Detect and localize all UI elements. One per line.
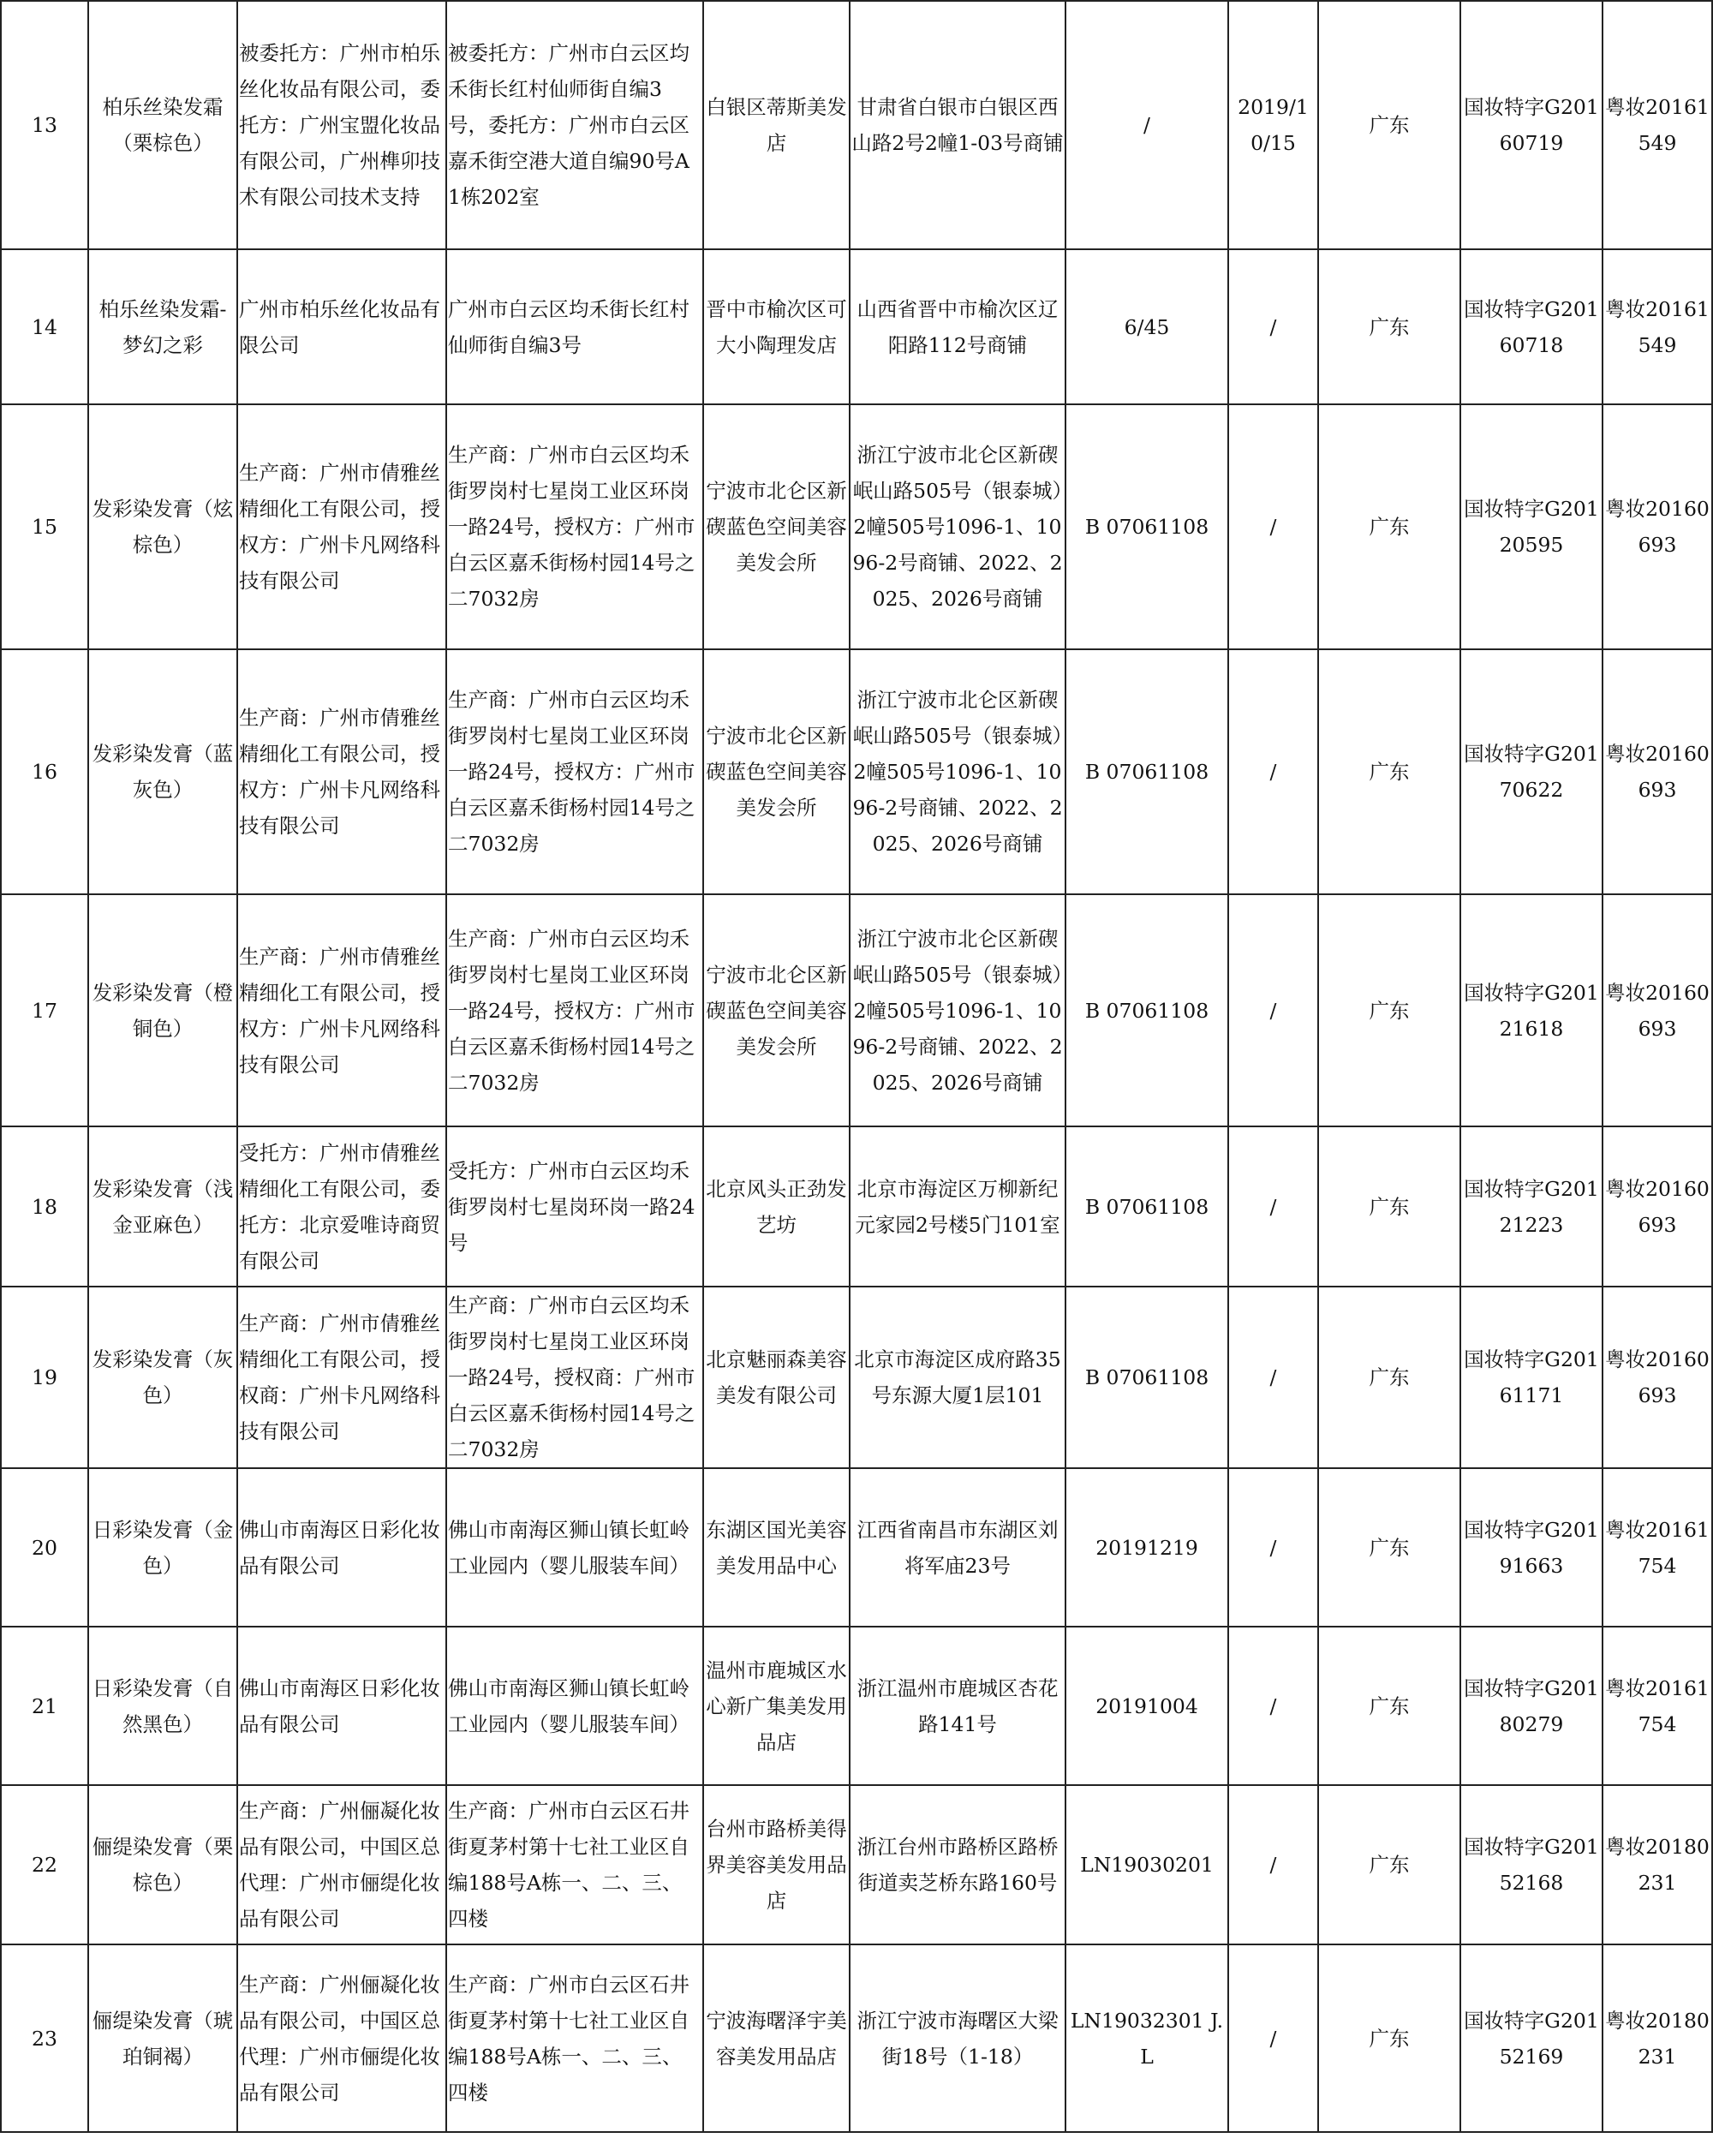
cell-special-permit-number: 国妆特字G20121223: [1460, 1126, 1603, 1287]
cell-product-name: 柏乐丝染发霜（栗棕色）: [88, 1, 237, 249]
cell-product-name: 发彩染发膏（浅金亚麻色）: [88, 1126, 237, 1287]
cell-serial-number: 13: [1, 1, 88, 249]
cell-production-date: /: [1228, 404, 1318, 649]
cell-manufacturer: 生产商：广州市倩雅丝精细化工有限公司，授权方：广州卡凡网络科技有限公司: [237, 404, 446, 649]
cell-seller-address: 山西省晋中市榆次区辽阳路112号商铺: [850, 249, 1065, 404]
cell-manufacturer: 生产商：广州市倩雅丝精细化工有限公司，授权方：广州卡凡网络科技有限公司: [237, 894, 446, 1126]
cell-seller-address: 浙江宁波市北仑区新碶岷山路505号（银泰城）2幢505号1096-1、1096-2号商铺、2022、2025、2026号商铺: [850, 894, 1065, 1126]
table-row: [1, 1, 1712, 249]
cell-product-name: 俪缇染发膏（栗棕色）: [88, 1785, 237, 1944]
cell-production-permit-number: 粤妆20161549: [1603, 1, 1712, 249]
cell-serial-number: 22: [1, 1785, 88, 1944]
table-body: [1, 1, 1712, 2132]
cell-seller: 白银区蒂斯美发店: [703, 1, 850, 249]
cell-manufacturer-address: 佛山市南海区狮山镇长虹岭工业园内（婴儿服装车间）: [446, 1627, 703, 1785]
cell-province: 广东: [1318, 249, 1460, 404]
cell-manufacturer-address: 被委托方：广州市白云区均禾街长红村仙师街自编3号，委托方：广州市白云区嘉禾街空港大道自编90号A1栋202室: [446, 1, 703, 249]
cell-serial-number: 21: [1, 1627, 88, 1785]
cell-production-permit-number: 粤妆20160693: [1603, 894, 1712, 1126]
cell-manufacturer-address: 生产商：广州市白云区均禾街罗岗村七星岗工业区环岗一路24号，授权方：广州市白云区嘉禾街杨村园14号之二7032房: [446, 894, 703, 1126]
cell-province: 广东: [1318, 1126, 1460, 1287]
table-row: [1, 1944, 1712, 2132]
cell-seller: 宁波市北仑区新碶蓝色空间美容美发会所: [703, 404, 850, 649]
cell-production-date: /: [1228, 1785, 1318, 1944]
cell-serial-number: 23: [1, 1944, 88, 2132]
cell-special-permit-number: 国妆特字G20161171: [1460, 1287, 1603, 1468]
cell-serial-number: 18: [1, 1126, 88, 1287]
cell-province: 广东: [1318, 649, 1460, 894]
cell-special-permit-number: 国妆特字G20170622: [1460, 649, 1603, 894]
cell-batch-number: LN19030201: [1065, 1785, 1228, 1944]
cell-seller: 宁波海曙泽宇美容美发用品店: [703, 1944, 850, 2132]
cell-production-date: /: [1228, 649, 1318, 894]
cell-province: 广东: [1318, 894, 1460, 1126]
cell-product-name: 发彩染发膏（灰色）: [88, 1287, 237, 1468]
cell-serial-number: 17: [1, 894, 88, 1126]
cell-production-date: /: [1228, 1287, 1318, 1468]
cell-production-date: /: [1228, 1126, 1318, 1287]
table-row: [1, 1126, 1712, 1287]
cell-manufacturer: 佛山市南海区日彩化妆品有限公司: [237, 1468, 446, 1627]
cell-special-permit-number: 国妆特字G20152169: [1460, 1944, 1603, 2132]
cell-product-name: 日彩染发膏（金色）: [88, 1468, 237, 1627]
cell-batch-number: 20191004: [1065, 1627, 1228, 1785]
cell-seller: 北京魅丽森美容美发有限公司: [703, 1287, 850, 1468]
cell-seller-address: 甘肃省白银市白银区西山路2号2幢1-03号商铺: [850, 1, 1065, 249]
cell-seller-address: 浙江宁波市北仑区新碶岷山路505号（银泰城）2幢505号1096-1、1096-2号商铺、2022、2025、2026号商铺: [850, 404, 1065, 649]
cell-serial-number: 16: [1, 649, 88, 894]
cell-province: 广东: [1318, 1, 1460, 249]
cell-product-name: 发彩染发膏（蓝灰色）: [88, 649, 237, 894]
cell-production-permit-number: 粤妆20160693: [1603, 1287, 1712, 1468]
cell-manufacturer: 生产商：广州市倩雅丝精细化工有限公司，授权商：广州卡凡网络科技有限公司: [237, 1287, 446, 1468]
cell-batch-number: B 07061108: [1065, 1126, 1228, 1287]
cell-production-date: /: [1228, 1627, 1318, 1785]
cell-serial-number: 15: [1, 404, 88, 649]
cell-seller-address: 北京市海淀区万柳新纪元家园2号楼5门101室: [850, 1126, 1065, 1287]
cell-manufacturer: 生产商：广州市倩雅丝精细化工有限公司，授权方：广州卡凡网络科技有限公司: [237, 649, 446, 894]
cell-province: 广东: [1318, 1944, 1460, 2132]
cell-production-date: /: [1228, 1468, 1318, 1627]
cell-serial-number: 20: [1, 1468, 88, 1627]
cell-manufacturer-address: 生产商：广州市白云区均禾街罗岗村七星岗工业区环岗一路24号，授权方：广州市白云区嘉禾街杨村园14号之二7032房: [446, 404, 703, 649]
cell-batch-number: LN19032301 J.L: [1065, 1944, 1228, 2132]
cell-seller-address: 浙江宁波市北仑区新碶岷山路505号（银泰城）2幢505号1096-1、1096-2号商铺、2022、2025、2026号商铺: [850, 649, 1065, 894]
table-row: [1, 1785, 1712, 1944]
cell-production-permit-number: 粤妆20160693: [1603, 404, 1712, 649]
table-row: [1, 1468, 1712, 1627]
cell-production-date: /: [1228, 894, 1318, 1126]
cell-batch-number: B 07061108: [1065, 404, 1228, 649]
cell-seller: 温州市鹿城区水心新广集美发用品店: [703, 1627, 850, 1785]
cell-special-permit-number: 国妆特字G20120595: [1460, 404, 1603, 649]
cell-seller-address: 浙江温州市鹿城区杏花路141号: [850, 1627, 1065, 1785]
cell-province: 广东: [1318, 1287, 1460, 1468]
cell-product-name: 俪缇染发膏（琥珀铜褐）: [88, 1944, 237, 2132]
cell-seller: 东湖区国光美容美发用品中心: [703, 1468, 850, 1627]
table-row: [1, 249, 1712, 404]
cell-seller-address: 江西省南昌市东湖区刘将军庙23号: [850, 1468, 1065, 1627]
cell-manufacturer: 佛山市南海区日彩化妆品有限公司: [237, 1627, 446, 1785]
cell-manufacturer-address: 受托方：广州市白云区均禾街罗岗村七星岗环岗一路24号: [446, 1126, 703, 1287]
cell-production-permit-number: 粤妆20160693: [1603, 649, 1712, 894]
cell-province: 广东: [1318, 1468, 1460, 1627]
cell-special-permit-number: 国妆特字G20180279: [1460, 1627, 1603, 1785]
cell-batch-number: /: [1065, 1, 1228, 249]
cell-manufacturer-address: 生产商：广州市白云区均禾街罗岗村七星岗工业区环岗一路24号，授权方：广州市白云区嘉禾街杨村园14号之二7032房: [446, 649, 703, 894]
cell-seller-address: 北京市海淀区成府路35号东源大厦1层101: [850, 1287, 1065, 1468]
cell-product-name: 发彩染发膏（橙铜色）: [88, 894, 237, 1126]
cell-product-name: 发彩染发膏（炫棕色）: [88, 404, 237, 649]
cell-manufacturer: 生产商：广州俪凝化妆品有限公司，中国区总代理：广州市俪缇化妆品有限公司: [237, 1785, 446, 1944]
table-row: [1, 894, 1712, 1126]
cell-manufacturer: 生产商：广州俪凝化妆品有限公司，中国区总代理：广州市俪缇化妆品有限公司: [237, 1944, 446, 2132]
cell-manufacturer: 广州市柏乐丝化妆品有限公司: [237, 249, 446, 404]
cell-product-name: 日彩染发膏（自然黑色）: [88, 1627, 237, 1785]
cell-special-permit-number: 国妆特字G20160718: [1460, 249, 1603, 404]
cell-special-permit-number: 国妆特字G20121618: [1460, 894, 1603, 1126]
cell-production-permit-number: 粤妆20161549: [1603, 249, 1712, 404]
cell-manufacturer-address: 生产商：广州市白云区均禾街罗岗村七星岗工业区环岗一路24号，授权商：广州市白云区嘉禾街杨村园14号之二7032房: [446, 1287, 703, 1468]
cell-production-permit-number: 粤妆20161754: [1603, 1468, 1712, 1627]
cell-batch-number: B 07061108: [1065, 1287, 1228, 1468]
cell-production-permit-number: 粤妆20161754: [1603, 1627, 1712, 1785]
cell-production-date: /: [1228, 1944, 1318, 2132]
cell-seller: 北京风头正劲发艺坊: [703, 1126, 850, 1287]
cell-manufacturer: 受托方：广州市倩雅丝精细化工有限公司，委托方：北京爱唯诗商贸有限公司: [237, 1126, 446, 1287]
cell-production-permit-number: 粤妆20160693: [1603, 1126, 1712, 1287]
cell-seller-address: 浙江台州市路桥区路桥街道卖芝桥东路160号: [850, 1785, 1065, 1944]
cell-special-permit-number: 国妆特字G20152168: [1460, 1785, 1603, 1944]
cell-serial-number: 14: [1, 249, 88, 404]
cell-manufacturer-address: 佛山市南海区狮山镇长虹岭工业园内（婴儿服装车间）: [446, 1468, 703, 1627]
cell-seller: 宁波市北仑区新碶蓝色空间美容美发会所: [703, 649, 850, 894]
cell-province: 广东: [1318, 1627, 1460, 1785]
cell-special-permit-number: 国妆特字G20160719: [1460, 1, 1603, 249]
cell-seller: 晋中市榆次区可大小陶理发店: [703, 249, 850, 404]
cell-manufacturer: 被委托方：广州市柏乐丝化妆品有限公司，委托方：广州宝盟化妆品有限公司，广州榫卯技术有限公司技术支持: [237, 1, 446, 249]
cell-production-permit-number: 粤妆20180231: [1603, 1944, 1712, 2132]
cell-manufacturer-address: 生产商：广州市白云区石井街夏茅村第十七社工业区自编188号A栋一、二、三、四楼: [446, 1944, 703, 2132]
cell-production-date: 2019/10/15: [1228, 1, 1318, 249]
cell-manufacturer-address: 广州市白云区均禾街长红村仙师街自编3号: [446, 249, 703, 404]
table-row: [1, 1287, 1712, 1468]
cell-batch-number: B 07061108: [1065, 894, 1228, 1126]
cell-seller: 台州市路桥美得界美容美发用品店: [703, 1785, 850, 1944]
cell-manufacturer-address: 生产商：广州市白云区石井街夏茅村第十七社工业区自编188号A栋一、二、三、四楼: [446, 1785, 703, 1944]
cell-batch-number: B 07061108: [1065, 649, 1228, 894]
table-row: [1, 1627, 1712, 1785]
cell-batch-number: 20191219: [1065, 1468, 1228, 1627]
cell-province: 广东: [1318, 404, 1460, 649]
cell-province: 广东: [1318, 1785, 1460, 1944]
cell-batch-number: 6/45: [1065, 249, 1228, 404]
cell-seller-address: 浙江宁波市海曙区大梁街18号（1-18）: [850, 1944, 1065, 2132]
cell-special-permit-number: 国妆特字G20191663: [1460, 1468, 1603, 1627]
cell-seller: 宁波市北仑区新碶蓝色空间美容美发会所: [703, 894, 850, 1126]
cell-product-name: 柏乐丝染发霜-梦幻之彩: [88, 249, 237, 404]
cell-production-date: /: [1228, 249, 1318, 404]
table-row: [1, 404, 1712, 649]
cell-production-permit-number: 粤妆20180231: [1603, 1785, 1712, 1944]
table-row: [1, 649, 1712, 894]
cell-serial-number: 19: [1, 1287, 88, 1468]
